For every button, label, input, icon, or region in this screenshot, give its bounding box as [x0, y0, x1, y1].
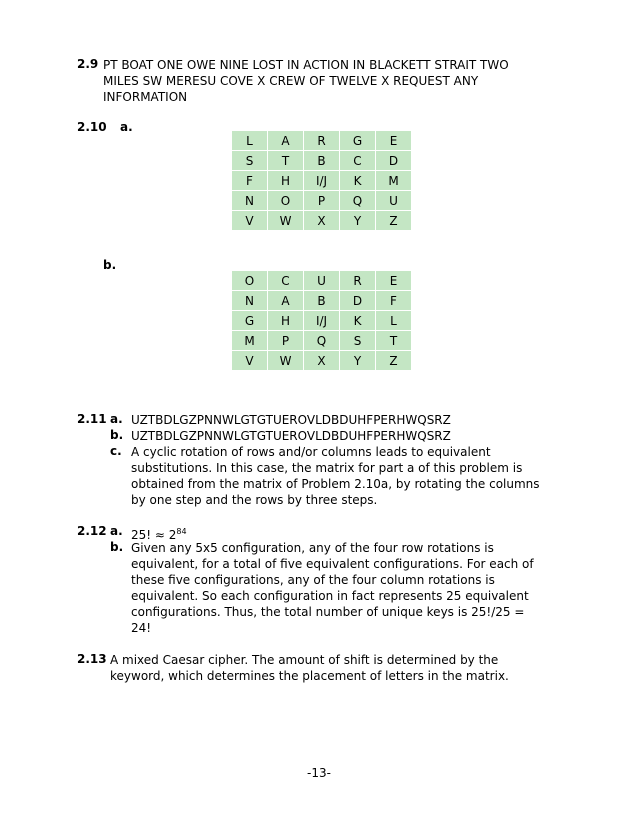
- text-line: equivalent. So each configuration in fact represents 25 equivalent: [131, 589, 529, 603]
- matrix-cell: U: [304, 271, 340, 291]
- matrix-cell: B: [304, 151, 340, 171]
- matrix-cell: S: [340, 331, 376, 351]
- text-line: equivalent, for a total of five equivalent configurations. For each of: [131, 557, 534, 571]
- text-line: substitutions. In this case, the matrix for part a of this problem is: [131, 461, 523, 475]
- part-label-b: b.: [110, 428, 124, 442]
- matrix-cell: Y: [340, 211, 376, 231]
- matrix-cell: X: [304, 351, 340, 371]
- matrix-cell: Z: [376, 211, 412, 231]
- matrix-cell: X: [304, 211, 340, 231]
- part-label-a: a.: [110, 524, 123, 538]
- problem-number-2-10: 2.10: [77, 120, 107, 134]
- playfair-matrix-a: [231, 130, 412, 231]
- matrix-cell: Q: [340, 191, 376, 211]
- text-line: MILES SW MERESU COVE X CREW OF TWELVE X REQUEST ANY: [103, 74, 479, 88]
- matrix-cell: E: [376, 271, 412, 291]
- problem-number-2-13: 2.13: [77, 652, 107, 666]
- matrix-cell: A: [268, 291, 304, 311]
- matrix-cell: Q: [304, 331, 340, 351]
- matrix-cell: Z: [376, 351, 412, 371]
- text-line: these five configurations, any of the four column rotations is: [131, 573, 495, 587]
- problem-2-9-text: [103, 57, 509, 105]
- matrix-cell: S: [232, 151, 268, 171]
- matrix-cell: K: [340, 311, 376, 331]
- matrix-cell: N: [232, 291, 268, 311]
- matrix-cell: A: [268, 131, 304, 151]
- matrix-cell: I/J: [304, 171, 340, 191]
- text-line: PT BOAT ONE OWE NINE LOST IN ACTION IN BLACKETT STRAIT TWO: [103, 58, 509, 72]
- text-line: keyword, which determines the placement of letters in the matrix.: [110, 669, 509, 683]
- matrix-cell: W: [268, 351, 304, 371]
- problem-2-13-text: [110, 652, 509, 684]
- matrix-cell: O: [232, 271, 268, 291]
- part-label-b: b.: [103, 258, 117, 272]
- matrix-cell: O: [268, 191, 304, 211]
- matrix-cell: F: [232, 171, 268, 191]
- matrix-cell: C: [340, 151, 376, 171]
- matrix-cell: W: [268, 211, 304, 231]
- matrix-cell: F: [376, 291, 412, 311]
- text-line: A mixed Caesar cipher. The amount of shift is determined by the: [110, 653, 499, 667]
- matrix-cell: U: [376, 191, 412, 211]
- matrix-cell: V: [232, 211, 268, 231]
- matrix-cell: Y: [340, 351, 376, 371]
- matrix-cell: L: [376, 311, 412, 331]
- playfair-matrix-b: [231, 270, 412, 371]
- problem-2-12b-text: [131, 540, 534, 636]
- problem-number-2-11: 2.11: [77, 412, 107, 426]
- matrix-cell: I/J: [304, 311, 340, 331]
- matrix-cell: V: [232, 351, 268, 371]
- matrix-cell: T: [268, 151, 304, 171]
- part-label-b: b.: [110, 540, 124, 554]
- matrix-cell: P: [268, 331, 304, 351]
- page-number: -13-: [307, 766, 331, 780]
- part-label-a: a.: [110, 412, 123, 426]
- matrix-cell: K: [340, 171, 376, 191]
- matrix-cell: C: [268, 271, 304, 291]
- matrix-cell: E: [376, 131, 412, 151]
- text-line: Given any 5x5 configuration, any of the four row rotations is: [131, 541, 494, 555]
- matrix-cell: T: [376, 331, 412, 351]
- problem-number-2-12: 2.12: [77, 524, 107, 538]
- matrix-cell: M: [232, 331, 268, 351]
- matrix-cell: R: [304, 131, 340, 151]
- matrix-cell: D: [340, 291, 376, 311]
- exponent: 84: [176, 527, 187, 536]
- ciphertext-b: UZTBDLGZPNNWLGTGTUEROVLDBDUHFPERHWQSRZ: [131, 429, 451, 443]
- part-label-c: c.: [110, 444, 122, 458]
- ciphertext-a: UZTBDLGZPNNWLGTGTUEROVLDBDUHFPERHWQSRZ: [131, 413, 451, 427]
- problem-2-11c-text: [131, 444, 540, 508]
- text-line: obtained from the matrix of Problem 2.10a, by rotating the columns: [131, 477, 540, 491]
- matrix-cell: H: [268, 311, 304, 331]
- matrix-cell: B: [304, 291, 340, 311]
- text-line: configurations. Thus, the total number of unique keys is 25!/25 =: [131, 605, 525, 619]
- matrix-cell: P: [304, 191, 340, 211]
- text-line: A cyclic rotation of rows and/or columns leads to equivalent: [131, 445, 491, 459]
- matrix-cell: M: [376, 171, 412, 191]
- factorial-approx: 25! ≈ 2: [131, 528, 177, 542]
- matrix-cell: G: [340, 131, 376, 151]
- text-line: INFORMATION: [103, 90, 188, 104]
- matrix-cell: R: [340, 271, 376, 291]
- matrix-cell: L: [232, 131, 268, 151]
- text-line: by one step and the rows by three steps.: [131, 493, 378, 507]
- matrix-cell: D: [376, 151, 412, 171]
- matrix-cell: G: [232, 311, 268, 331]
- matrix-cell: H: [268, 171, 304, 191]
- part-label-a: a.: [120, 120, 133, 134]
- matrix-cell: N: [232, 191, 268, 211]
- problem-number-2-9: 2.9: [77, 57, 99, 71]
- text-line: 24!: [131, 621, 152, 635]
